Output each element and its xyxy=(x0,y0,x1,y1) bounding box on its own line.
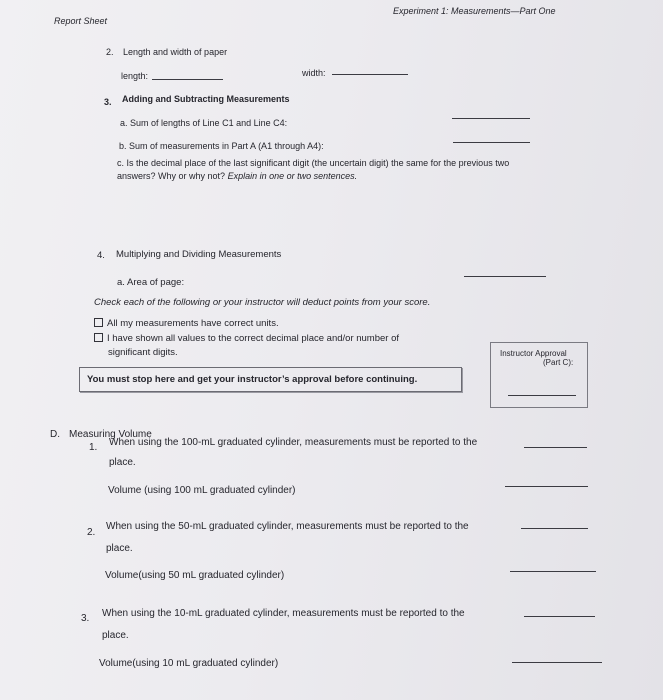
approval-title: Instructor Approval xyxy=(500,349,567,358)
q3-a-text: a. Sum of lengths of Line C1 and Line C4: xyxy=(120,118,288,128)
d3-place: place. xyxy=(102,630,129,641)
d2-place: place. xyxy=(106,543,133,554)
d1-number: 1. xyxy=(89,442,98,453)
checklist-item-decimals-label: I have shown all values to the correct decimal place and/or number of xyxy=(107,333,400,344)
q3-c-instruction: Explain in one or two sentences. xyxy=(227,171,358,181)
d2-prompt: When using the 50-mL graduated cylinder, measurements must be reported to the xyxy=(106,521,469,532)
checklist-intro: Check each of the following or your instructor will deduct points from your score. xyxy=(94,297,431,308)
d3-number: 3. xyxy=(81,613,90,624)
header-report-sheet: Report Sheet xyxy=(54,16,108,26)
d2-volume-label: Volume(using 50 mL graduated cylinder) xyxy=(105,570,285,581)
q2-width-label: width: xyxy=(302,68,326,78)
stop-notice-text: You must stop here and get your instructor’s approval before continuing. xyxy=(87,374,418,385)
d2-place-answer-line[interactable] xyxy=(521,528,588,529)
d2-volume-answer-line[interactable] xyxy=(510,571,596,572)
checklist-item-units[interactable] xyxy=(94,318,279,330)
q3-b-text: b. Sum of measurements in Part A (A1 through A4): xyxy=(119,141,324,151)
section-d-title: Measuring Volume xyxy=(69,429,152,440)
checklist-item-decimals[interactable] xyxy=(94,333,399,345)
d2-number: 2. xyxy=(87,527,96,538)
q2-number: 2. xyxy=(106,47,114,57)
d3-volume-answer-line[interactable] xyxy=(512,662,602,663)
q4-number: 4. xyxy=(97,250,105,261)
d3-volume-label: Volume(using 10 mL graduated cylinder) xyxy=(99,658,279,669)
checkbox-icon[interactable] xyxy=(94,333,103,342)
header-experiment-title: Experiment 1: Measurements—Part One xyxy=(393,6,556,16)
d1-volume-answer-line[interactable] xyxy=(505,486,588,487)
checkbox-icon[interactable] xyxy=(94,318,103,327)
d1-prompt: When using the 100-mL graduated cylinder, measurements must be reported to the xyxy=(109,437,478,448)
d3-prompt: When using the 10-mL graduated cylinder, measurements must be reported to the xyxy=(102,608,465,619)
d1-volume-label: Volume (using 100 mL graduated cylinder) xyxy=(108,485,296,496)
q3-b-answer-line[interactable] xyxy=(453,142,530,143)
q2-width-answer-line[interactable] xyxy=(332,74,408,75)
q3-c-text-line1: c. Is the decimal place of the last significant digit (the uncertain digit) the same for the previous two xyxy=(117,158,510,168)
q2-length-answer-line[interactable] xyxy=(152,79,223,80)
q4-a-answer-line[interactable] xyxy=(464,276,546,277)
approval-part: (Part C): xyxy=(543,358,574,367)
q3-c-question: answers? Why or why not? xyxy=(117,171,226,181)
q3-c-text-line2 xyxy=(117,170,357,182)
d1-place-answer-line[interactable] xyxy=(524,447,587,448)
d3-place-answer-line[interactable] xyxy=(524,616,595,617)
q2-title: Length and width of paper xyxy=(123,47,228,57)
checklist-item-decimals-cont: significant digits. xyxy=(108,347,178,358)
q4-a-text: a. Area of page: xyxy=(117,277,185,288)
approval-signature-line[interactable] xyxy=(508,395,576,396)
q3-title: Adding and Subtracting Measurements xyxy=(122,94,290,104)
checklist-item-units-label: All my measurements have correct units. xyxy=(107,318,279,329)
q3-a-answer-line[interactable] xyxy=(452,118,530,119)
q2-length-label: length: xyxy=(121,71,149,81)
q4-title: Multiplying and Dividing Measurements xyxy=(116,249,282,260)
section-d-label: D. xyxy=(50,429,60,440)
d1-place: place. xyxy=(109,457,136,468)
q3-number: 3. xyxy=(104,97,112,107)
